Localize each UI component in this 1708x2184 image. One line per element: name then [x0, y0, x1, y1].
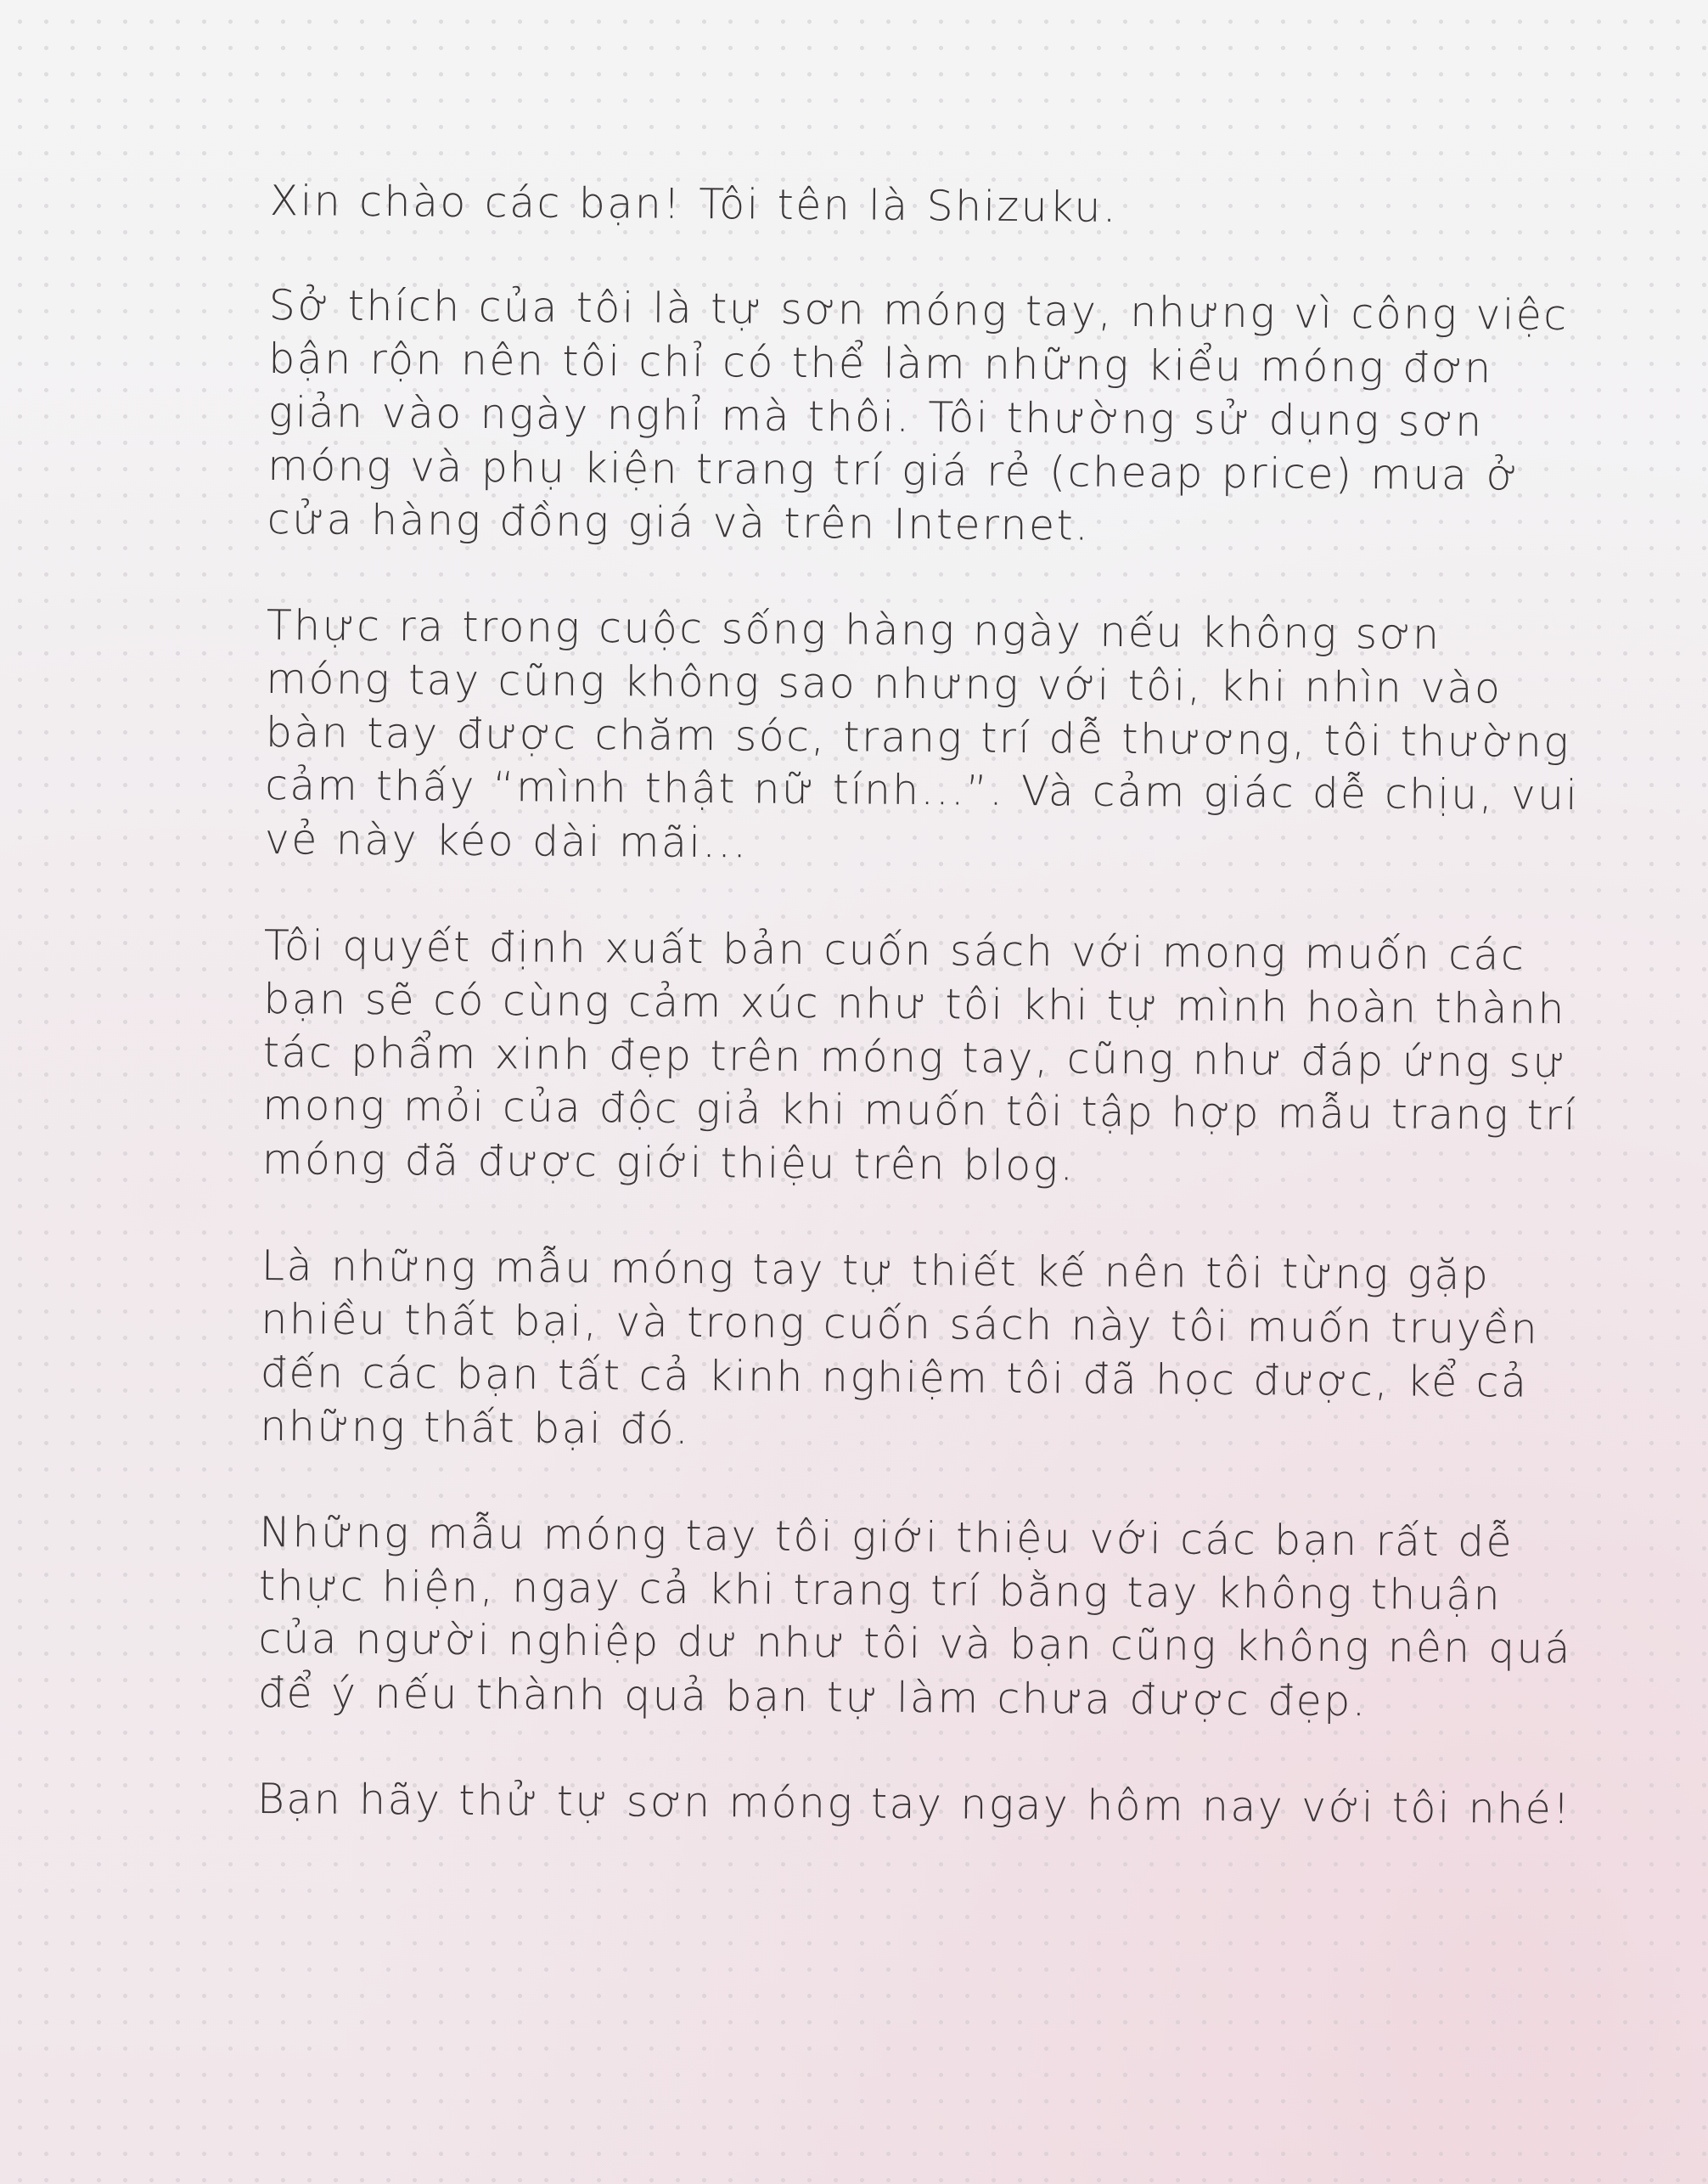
- paragraph-experience: [260, 1239, 1576, 1463]
- text-line: cảm thấy “mình thật nữ tính...”. Và cảm giác dễ chịu, vui: [265, 761, 1580, 820]
- text-line: Xin chào các bạn! Tôi tên là Shizuku.: [269, 176, 1119, 232]
- text-line: giản vào ngày nghỉ mà thôi. Tôi thường sử dụng sơn: [267, 387, 1484, 447]
- text-line: để ý nếu thành quả bạn tự làm chưa được đẹp.: [257, 1668, 1368, 1726]
- preface-text: [257, 174, 1584, 1836]
- text-line: nhiều thất bại, và trong cuốn sách này tôi muốn truyền: [261, 1294, 1540, 1354]
- paragraph-publish: [262, 919, 1578, 1196]
- text-line: Sở thích của tôi là tự sơn móng tay, nhưng vì công việc: [268, 280, 1569, 341]
- text-line: Thực ra trong cuộc sống hàng ngày nếu không sơn: [266, 600, 1441, 659]
- text-line: vẻ này kéo dài mãi...: [264, 814, 749, 868]
- text-line: Tôi quyết định xuất bản cuốn sách với mong muốn các: [263, 920, 1526, 980]
- paragraph-easy: [258, 1506, 1574, 1730]
- text-line: mong mỏi của độc giả khi muốn tôi tập hợp mẫu trang trí: [262, 1081, 1578, 1140]
- text-line: Bạn hãy thử tự sơn móng tay ngay hôm nay với tôi nhé!: [256, 1774, 1572, 1834]
- text-line: tác phẩm xinh đẹp trên móng tay, cũng như đáp ứng sự: [262, 1027, 1568, 1088]
- text-line: thực hiện, ngay cả khi trang trí bằng tay không thuận: [258, 1561, 1503, 1620]
- paragraph-feeling: [265, 599, 1581, 876]
- text-line: những thất bại đó.: [260, 1401, 691, 1454]
- paragraph-closing: [257, 1772, 1571, 1836]
- text-line: cửa hàng đồng giá và trên Internet.: [267, 494, 1091, 550]
- text-line: móng tay cũng không sao nhưng với tôi, khi nhìn vào: [266, 654, 1503, 713]
- text-line: bạn sẽ có cùng cảm xúc như tôi khi tự mình hoàn thành: [263, 974, 1567, 1034]
- text-line: đến các bạn tất cả kinh nghiệm tôi đã học được, kể cả: [260, 1348, 1529, 1407]
- text-line: Những mẫu móng tay tôi giới thiệu với các bạn rất dễ: [259, 1507, 1514, 1567]
- paragraph-hobby: [267, 279, 1583, 556]
- text-line: bận rộn nên tôi chỉ có thể làm những kiểu móng đơn: [268, 334, 1493, 393]
- text-line: của người nghiệp dư như tôi và bạn cũng không nên quá: [258, 1614, 1572, 1674]
- text-line: móng đã được giới thiệu trên blog.: [261, 1134, 1076, 1191]
- paragraph-greeting: [270, 174, 1584, 238]
- text-line: Là những mẫu móng tay tự thiết kế nên tôi từng gặp: [261, 1241, 1491, 1300]
- text-line: bàn tay được chăm sóc, trang trí dễ thương, tôi thường: [265, 707, 1571, 768]
- text-line: móng và phụ kiện trang trí giá rẻ (cheap price) mua ở: [267, 441, 1520, 500]
